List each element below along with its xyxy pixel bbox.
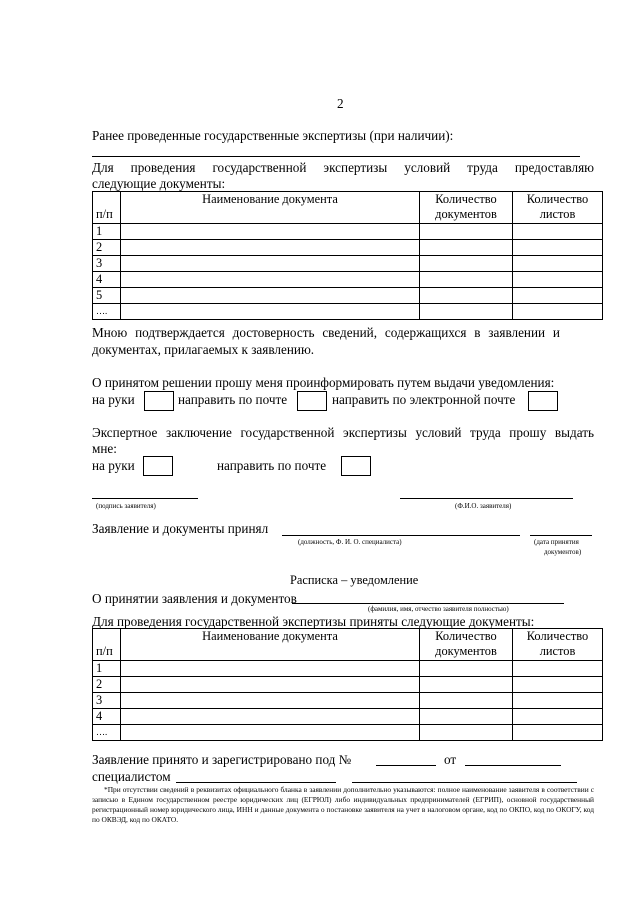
doc-name-cell[interactable]: [121, 256, 420, 272]
sheet-count-cell[interactable]: [513, 224, 603, 240]
doc-count-cell[interactable]: [420, 224, 513, 240]
footnote: *При отсутствии сведений в реквизитах официального бланка в заявлении дополнительно указываются: полное наименование заявителя в соответствии с записью в Едином государственном реестре юридических лиц (ЕГРЮЛ) либо индивидуальных предпринимателей (ЕГРИП), основной государственный регистрационный номер юридического лица, ИНН и данные документа о постановке заявителя на учет в налоговом органе, код по ОКПО, код по ОКОГУ, код по ОКВЭД, код по ОКАТО.: [92, 785, 594, 824]
col-name-header: Наименование документа: [121, 629, 420, 661]
conclusion-line2: мне:: [92, 441, 117, 456]
row-number: ….: [93, 304, 121, 320]
table-row: [93, 288, 603, 304]
col-name-header: Наименование документа: [121, 192, 420, 224]
table-row: [93, 677, 603, 693]
sheet-count-cell[interactable]: [513, 709, 603, 725]
specialist-label: специалистом: [92, 769, 171, 784]
doc-name-cell[interactable]: [121, 272, 420, 288]
receipt-name-caption: (фамилия, имя, отчество заявителя полностью): [368, 605, 509, 613]
conclusion-line1: Экспертное заключение государственной экспертизы условий труда прошу выдать: [92, 425, 594, 440]
table-row: [93, 693, 603, 709]
notify-email-label: направить по электронной почте: [332, 392, 516, 407]
col-count-docs-header: Количество документов: [420, 192, 513, 224]
notify-post-checkbox[interactable]: [297, 391, 327, 411]
sheet-count-cell[interactable]: [513, 288, 603, 304]
accepted-label: Заявление и документы принял: [92, 521, 269, 536]
row-number: 3: [93, 256, 121, 272]
doc-name-cell[interactable]: [121, 693, 420, 709]
sheet-count-cell[interactable]: [513, 725, 603, 741]
row-number: ….: [93, 725, 121, 741]
notify-email-checkbox[interactable]: [528, 391, 558, 411]
doc-count-cell[interactable]: [420, 709, 513, 725]
specialist-name-field[interactable]: [176, 782, 336, 783]
position-caption: (должность, Ф. И. О. специалиста): [298, 538, 402, 546]
documents-table: [92, 191, 603, 320]
col-number-header: п/п: [93, 192, 121, 224]
table-row: [93, 661, 603, 677]
doc-name-cell[interactable]: [121, 224, 420, 240]
col-number-header: п/п: [93, 629, 121, 661]
registration-date-field[interactable]: [465, 765, 561, 766]
doc-name-cell[interactable]: [121, 288, 420, 304]
col-count-sheets-header: Количество листов: [513, 629, 603, 661]
row-number: 1: [93, 224, 121, 240]
notify-post-label: направить по почте: [178, 392, 288, 407]
table-row: [93, 256, 603, 272]
doc-count-cell[interactable]: [420, 240, 513, 256]
confirm-line2: документах, прилагаемых к заявлению.: [92, 342, 315, 357]
doc-name-cell[interactable]: [121, 677, 420, 693]
received-documents-table: [92, 628, 603, 741]
date-caption-line2: документов): [544, 548, 582, 556]
notify-label: О принятом решении прошу меня проинформировать путем выдачи уведомления:: [92, 375, 555, 390]
doc-name-cell[interactable]: [121, 725, 420, 741]
row-number: 5: [93, 288, 121, 304]
doc-count-cell[interactable]: [420, 272, 513, 288]
confirm-line1: Мною подтверждается достоверность сведений, содержащихся в заявлении и: [92, 325, 560, 340]
table-row: [93, 304, 603, 320]
sheet-count-cell[interactable]: [513, 240, 603, 256]
row-number: 4: [93, 709, 121, 725]
sheet-count-cell[interactable]: [513, 256, 603, 272]
doc-count-cell[interactable]: [420, 677, 513, 693]
sheet-count-cell[interactable]: [513, 272, 603, 288]
docs-intro-line1: Для проведения государственной экспертизы условий труда предоставляю: [92, 160, 594, 175]
row-number: 4: [93, 272, 121, 288]
applicant-fio-caption: (Ф.И.О. заявителя): [455, 502, 512, 510]
specialist-position-field[interactable]: [282, 535, 520, 536]
acceptance-date-field[interactable]: [530, 535, 592, 536]
previous-exams-field[interactable]: [92, 156, 580, 157]
docs-intro-line2: следующие документы:: [92, 176, 226, 191]
doc-count-cell[interactable]: [420, 693, 513, 709]
registration-number-field[interactable]: [376, 765, 436, 766]
receipt-applicant-name-field[interactable]: [292, 603, 564, 604]
doc-name-cell[interactable]: [121, 304, 420, 320]
doc-count-cell[interactable]: [420, 661, 513, 677]
doc-name-cell[interactable]: [121, 661, 420, 677]
receipt-title: Расписка – уведомление: [290, 573, 419, 587]
signature-field[interactable]: [92, 498, 198, 499]
previous-exams-label: Ранее проведенные государственные экспертизы (при наличии):: [92, 128, 454, 143]
col-count-sheets-header: Количество листов: [513, 192, 603, 224]
table-row: [93, 240, 603, 256]
specialist-signature-field[interactable]: [352, 782, 577, 783]
table-header-row: [93, 192, 603, 224]
registered-label: Заявление принято и зарегистрировано под №: [92, 752, 352, 767]
sheet-count-cell[interactable]: [513, 304, 603, 320]
conclusion-post-checkbox[interactable]: [341, 456, 371, 476]
table-row: [93, 272, 603, 288]
sheet-count-cell[interactable]: [513, 677, 603, 693]
conclusion-hand-checkbox[interactable]: [143, 456, 173, 476]
conclusion-hand-label: на руки: [92, 458, 135, 473]
doc-name-cell[interactable]: [121, 709, 420, 725]
date-caption-line1: (дата принятия: [534, 538, 579, 546]
row-number: 1: [93, 661, 121, 677]
table-row: [93, 709, 603, 725]
row-number: 2: [93, 240, 121, 256]
notify-hand-label: на руки: [92, 392, 135, 407]
receipt-accept-label: О принятии заявления и документов: [92, 591, 297, 606]
page-number: 2: [337, 96, 344, 111]
doc-name-cell[interactable]: [121, 240, 420, 256]
applicant-fio-field[interactable]: [400, 498, 573, 499]
table-row: [93, 725, 603, 741]
col-count-docs-header: Количество документов: [420, 629, 513, 661]
row-number: 3: [93, 693, 121, 709]
doc-count-cell[interactable]: [420, 725, 513, 741]
doc-count-cell[interactable]: [420, 256, 513, 272]
registered-from-label: от: [444, 752, 457, 767]
receipt-docs-intro: Для проведения государственной экспертизы приняты следующие документы:: [92, 614, 535, 629]
table-row: [93, 224, 603, 240]
conclusion-post-label: направить по почте: [217, 458, 327, 473]
signature-caption: (подпись заявителя): [96, 502, 156, 510]
sheet-count-cell[interactable]: [513, 693, 603, 709]
doc-count-cell[interactable]: [420, 288, 513, 304]
sheet-count-cell[interactable]: [513, 661, 603, 677]
notify-hand-checkbox[interactable]: [144, 391, 174, 411]
doc-count-cell[interactable]: [420, 304, 513, 320]
table-header-row: [93, 629, 603, 661]
row-number: 2: [93, 677, 121, 693]
